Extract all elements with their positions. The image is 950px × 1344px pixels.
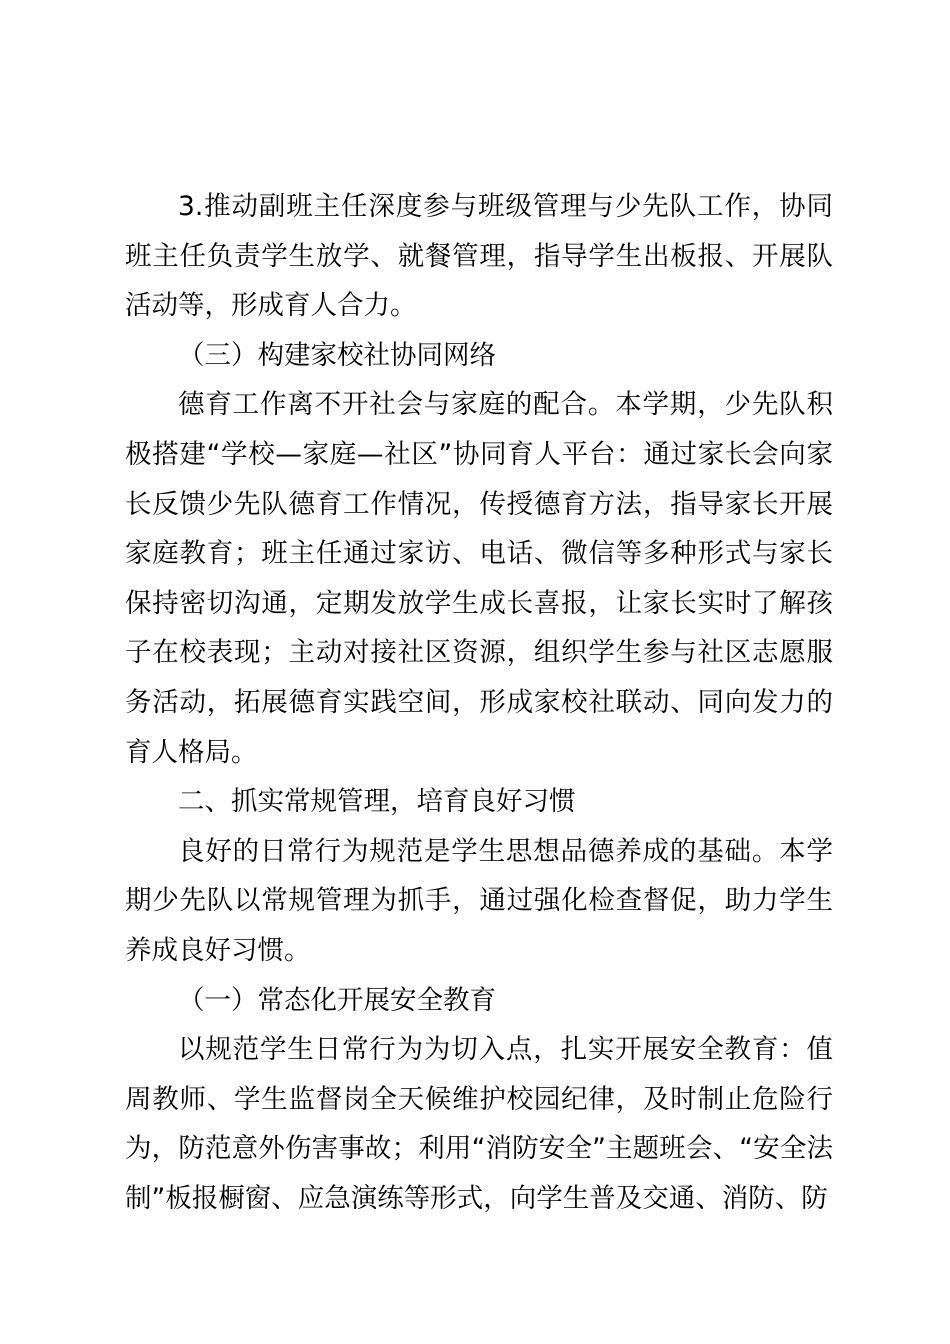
- section-heading-routine-management: 二、抓实常规管理，培育良好习惯: [178, 786, 576, 818]
- paragraph-routine-management: 良好的日常行为规范是学生思想品德养成的基础。本学期少先队以常规管理为抓手，通过强化检查督促，助力学生养成良好习惯。: [125, 835, 833, 966]
- paragraph-item-3-vice-head-teacher: 3.推动副班主任深度参与班级管理与少先队工作，协同班主任负责学生放学、就餐管理，指导学生出板报、开展队活动等，形成育人合力。: [125, 191, 833, 322]
- section-heading-home-school-community: （三）构建家校社协同网络: [178, 339, 496, 371]
- paragraph-home-school-community: 德育工作离不开社会与家庭的配合。本学期，少先队积极搭建“学校—家庭—社区”协同育人平台：通过家长会向家长反馈少先队德育工作情况，传授德育方法，指导家长开展家庭教育；班主任通过家访、电话、微信等多种形式与家长保持密切沟通，定期发放学生成长喜报，让家长实时了解孩子在校表现；主动对接社区资源，组织学生参与社区志愿服务活动，拓展德育实践空间，形成家校社联动、同向发力的育人格局。: [125, 389, 833, 768]
- document-body: [125, 182, 833, 1223]
- section-heading-safety-education: （一）常态化开展安全教育: [178, 984, 496, 1016]
- paragraph-safety-education: 以规范学生日常行为为切入点，扎实开展安全教育：值周教师、学生监督岗全天候维护校园纪律，及时制止危险行为，防范意外伤害事故；利用“消防安全”主题班会、“安全法制”板报橱窗、应急演练等形式，向学生普及交通、消防、防: [125, 1034, 833, 1214]
